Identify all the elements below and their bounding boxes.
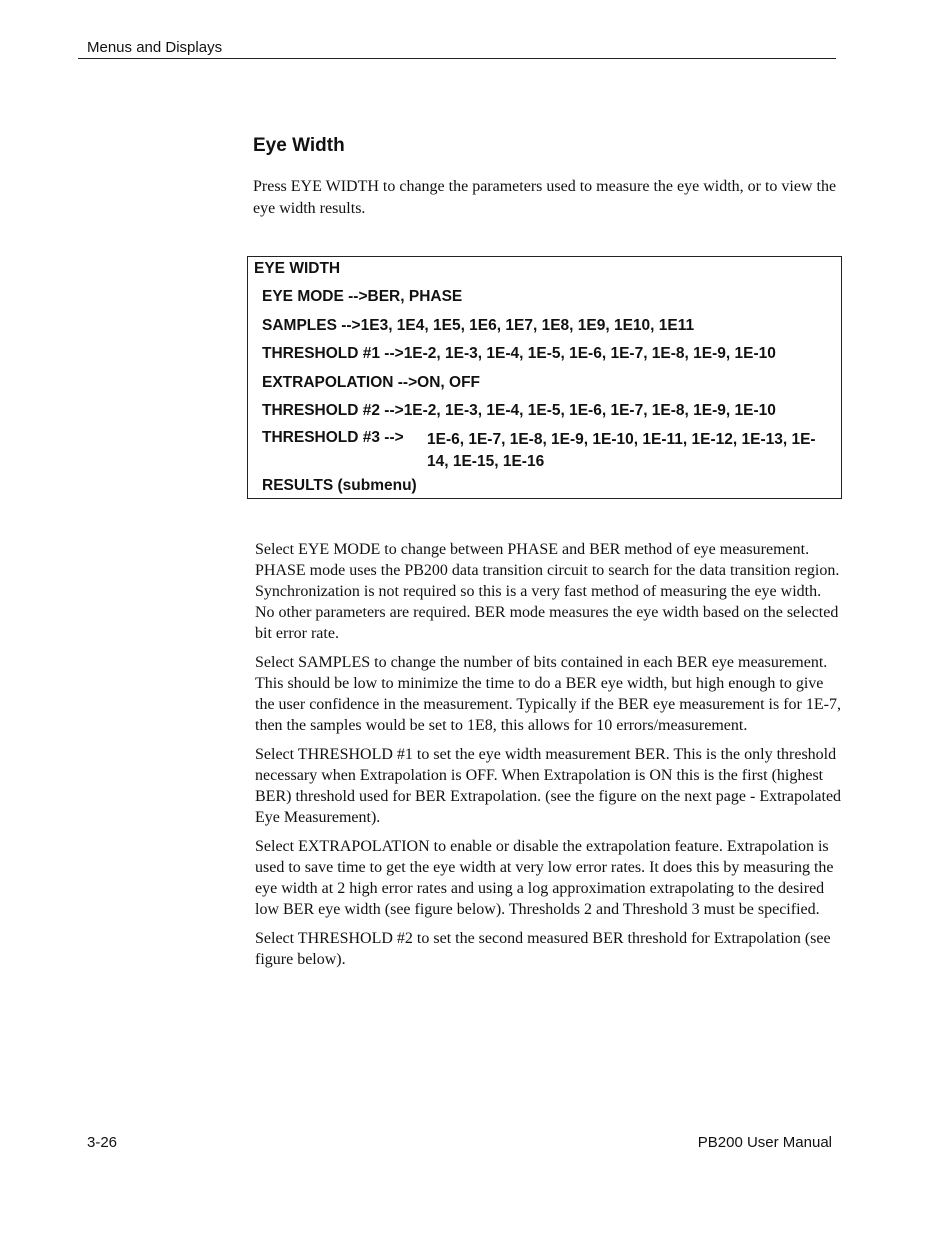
paragraph-threshold-1: Select THRESHOLD #1 to set the eye width measurement BER. This is the only threshold necessary when Extrapolation is OFF. When Extrapolation is ON this is the first (highest BER) threshold used for BER Extrapolation. (see the figure on the next page - Extrapolated Eye Measurement). — [255, 746, 842, 826]
menu-row-values: 1E-2, 1E-3, 1E-4, 1E-5, 1E-6, 1E-7, 1E-8, 1E-9, 1E-10 — [403, 345, 776, 362]
menu-row-eye-mode — [262, 288, 462, 306]
paragraph-samples: Select SAMPLES to change the number of bits contained in each BER eye measurement. This should be low to minimize the time to do a BER eye width, but high enough to give the user confidence in the measurement. Typically if the BER eye measurement is for 1E-7, then the samples would be set to 1E8, this allows for 10 errors/measurement. — [255, 654, 841, 734]
menu-row-label: EYE MODE --> — [262, 288, 368, 305]
menu-row-samples — [262, 317, 694, 335]
menu-row-label: SAMPLES --> — [262, 317, 361, 334]
menu-row-label: THRESHOLD #1 --> — [262, 345, 404, 362]
manual-title: PB200 User Manual — [697, 1134, 832, 1151]
menu-row-extrapolation — [262, 374, 480, 392]
section-heading: Eye Width — [253, 135, 345, 156]
menu-row-threshold-1 — [262, 345, 776, 363]
running-header: Menus and Displays — [87, 39, 223, 56]
paragraph-eye-mode: Select EYE MODE to change between PHASE and BER method of eye measurement. PHASE mode uses the PB200 data transition circuit to search for the data transition region. Synchronization is not required so this is a very fast method of measuring the eye width. No other parameters are required. BER mode measures the eye width based on the selected bit error rate. — [255, 541, 840, 642]
eye-width-menu-box — [247, 256, 842, 499]
paragraph-extrapolation: Select EXTRAPOLATION to enable or disable the extrapolation feature. Extrapolation is used to save time to get the eye width at very low error rates. It does this by measuring the eye width at 2 high error rates and using a log approximation extrapolating to the desired low BER eye width (see figure below). Thresholds 2 and Threshold 3 must be specified. — [255, 838, 834, 918]
page-number: 3-26 — [87, 1134, 118, 1151]
menu-row-values: 1E-6, 1E-7, 1E-8, 1E-9, 1E-10, 1E-11, 1E-12, 1E-13, 1E-14, 1E-15, 1E-16 — [427, 431, 816, 470]
menu-row-values: 1E3, 1E4, 1E5, 1E6, 1E7, 1E8, 1E9, 1E10, 1E11 — [360, 317, 695, 334]
menu-row-threshold-3 — [262, 429, 827, 473]
menu-title: EYE WIDTH — [254, 260, 341, 277]
menu-row-values: BER, PHASE — [367, 288, 463, 305]
body-text — [255, 539, 843, 978]
menu-row-values: ON, OFF — [417, 374, 481, 391]
intro-paragraph: Press EYE WIDTH to change the parameters used to measure the eye width, or to view the eye width results. — [253, 178, 837, 217]
menu-row-results: RESULTS (submenu) — [262, 477, 417, 494]
menu-row-label: EXTRAPOLATION --> — [262, 374, 418, 391]
header-rule — [78, 58, 836, 59]
menu-row-threshold-2 — [262, 402, 776, 420]
paragraph-threshold-2: Select THRESHOLD #2 to set the second measured BER threshold for Extrapolation (see figure below). — [255, 930, 831, 968]
menu-row-values: 1E-2, 1E-3, 1E-4, 1E-5, 1E-6, 1E-7, 1E-8, 1E-9, 1E-10 — [403, 402, 776, 419]
menu-row-label: THRESHOLD #3 --> — [262, 429, 404, 446]
menu-row-label: THRESHOLD #2 --> — [262, 402, 404, 419]
